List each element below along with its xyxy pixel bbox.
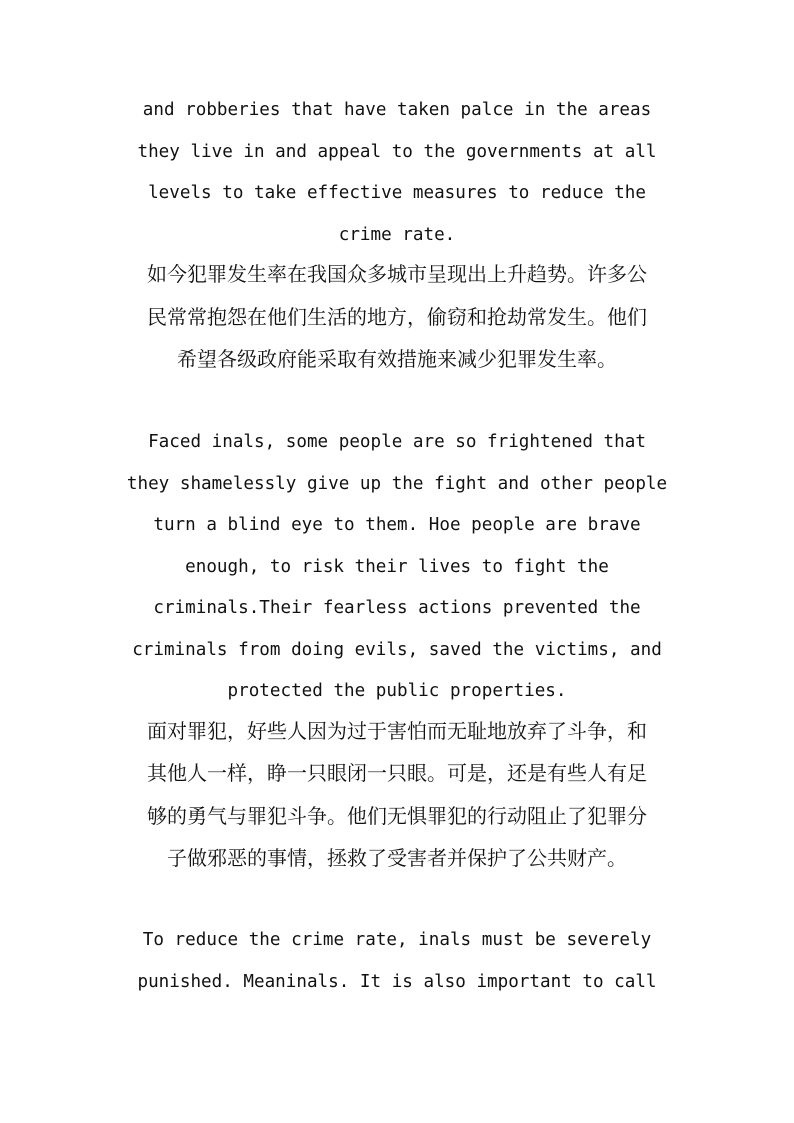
paragraph2-chinese-line-3: 够的勇气与罪犯斗争。他们无惧罪犯的行动阻止了犯罪分: [147, 804, 647, 828]
paragraph1-chinese-line-3: 希望各级政府能采取有效措施来减少犯罪发生率。: [177, 347, 617, 371]
paragraph2-english-line-3: turn a blind eye to them. Hoe people are brave: [153, 515, 641, 535]
paragraph1-chinese-line-2: 民常常抱怨在他们生活的地方，偷窃和抢劫常发生。他们: [147, 305, 647, 329]
paragraph1-chinese-line-1: 如今犯罪发生率在我国众多城市呈现出上升趋势。许多公: [147, 262, 647, 286]
paragraph3-english-line-2: punished. Meaninals. It is also important to call: [137, 972, 657, 992]
paragraph2-chinese-line-1: 面对罪犯，好些人因为过于害怕而无耻地放弃了斗争，和: [147, 719, 647, 743]
paragraph2-english-line-5: criminals.Their fearless actions prevented the: [153, 598, 641, 618]
paragraph2-english-line-6: criminals from doing evils, saved the victims, and: [132, 640, 662, 660]
paragraph2-chinese-line-4: 子做邪恶的事情，拯救了受害者并保护了公共财产。: [167, 846, 627, 870]
paragraph2-english-line-1: Faced inals, some people are so frightened that: [148, 432, 646, 452]
paragraph1-english-line-2: they live in and appeal to the governments at all: [137, 142, 657, 162]
paragraph1-english-line-3: levels to take effective measures to reduce the: [148, 183, 646, 203]
paragraph2-english-line-4: enough, to risk their lives to fight the: [185, 557, 609, 577]
paragraph1-english-line-1: and robberies that have taken palce in the areas: [142, 100, 652, 120]
paragraph2-english-line-7: protected the public properties.: [227, 681, 567, 701]
paragraph2-english-line-2: they shamelessly give up the fight and other people: [126, 474, 668, 494]
paragraph2-chinese-line-2: 其他人一样，睁一只眼闭一只眼。可是，还是有些人有足: [147, 761, 647, 785]
paragraph1-english-line-4: crime rate.: [338, 225, 456, 245]
paragraph3-english-line-1: To reduce the crime rate, inals must be severely: [142, 930, 652, 950]
